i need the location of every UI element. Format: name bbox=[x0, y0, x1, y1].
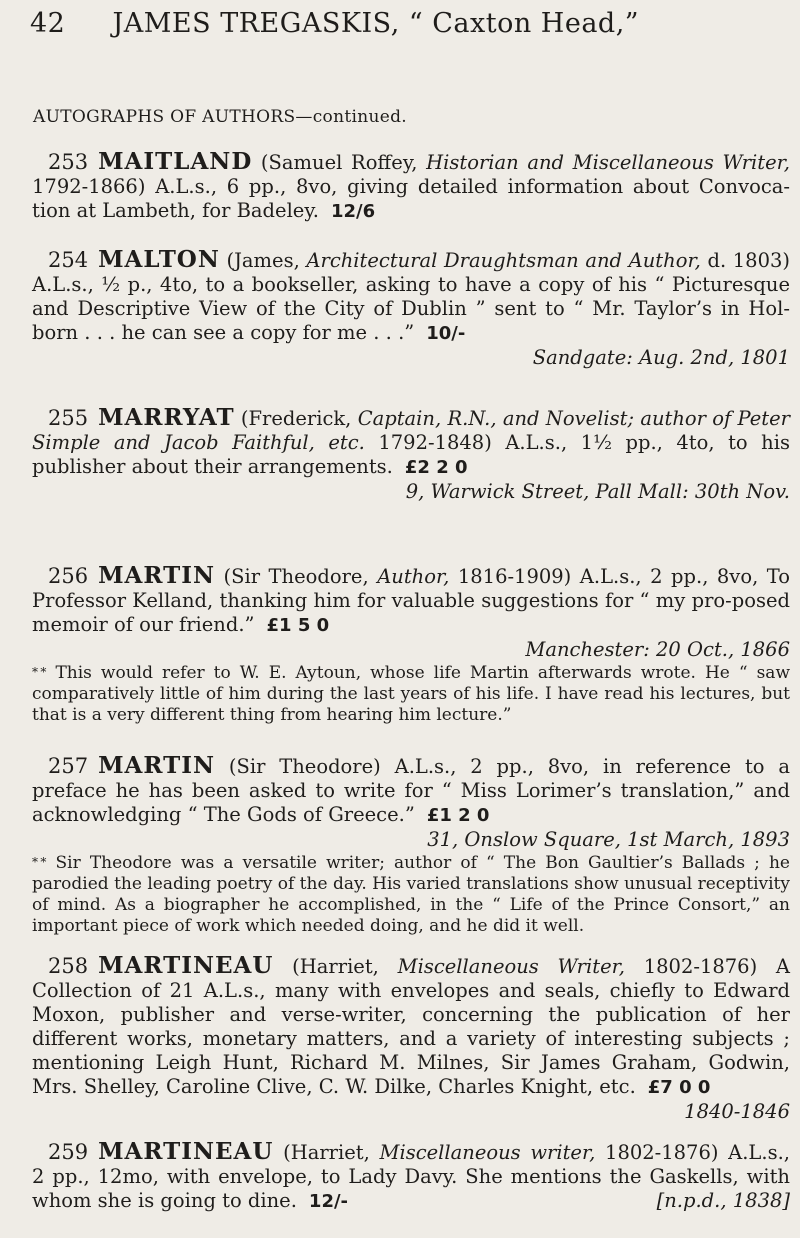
author-name: MARTINEAU bbox=[98, 1138, 274, 1165]
editorial-note: * * This would refer to W. E. Aytoun, whose life Martin afterwards wrote. He “ saw comparatively little of him during the last years of his life. I have read his lectures, but that is a very different thing from hearing him lecture.” bbox=[32, 663, 790, 725]
lot-number: 258 bbox=[48, 954, 89, 978]
running-title: JAMES TREGASKIS, “ Caxton Head,” bbox=[112, 8, 640, 39]
lot-number: 254 bbox=[48, 248, 89, 272]
entry-description: 1792-1866) A.L.s., 6 pp., 8vo, giving detailed information about Convoca-tion at Lambeth, for Badeley. bbox=[32, 175, 790, 222]
note-marker: * * bbox=[32, 665, 47, 679]
entry-description: d. 1803) A.L.s., ½ p., 4to, to a bookseller, asking to have a copy of his “ Picturesque and Descriptive View of the City of Dublin ” sent to “ Mr. Taylor’s in Hol-born . . . he can see a copy for me . . .” bbox=[32, 249, 790, 344]
catalogue-entry-255 bbox=[32, 406, 790, 504]
entry-text: (Harriet, bbox=[273, 955, 398, 978]
entry-text: (Samuel Roffey, bbox=[252, 151, 427, 174]
place-date: 31, Onslow Square, 1st March, 1893 bbox=[427, 828, 790, 851]
catalogue-entry-256 bbox=[32, 564, 790, 726]
price: 12/- bbox=[308, 1191, 349, 1212]
catalogue-entry-257 bbox=[32, 754, 790, 937]
entry-description: 1792-1848) A.L.s., 1½ pp., 4to, to his publisher about their arrangements. bbox=[32, 431, 790, 478]
lot-number: 259 bbox=[48, 1140, 89, 1164]
author-name: MARRYAT bbox=[98, 404, 235, 431]
price: £1 2 0 bbox=[426, 805, 490, 826]
place-date: 9, Warwick Street, Pall Mall: 30th Nov. bbox=[405, 480, 790, 503]
entry-text: (Sir Theodore) A.L.s., 2 pp., 8vo, in reference to a preface he has been asked to write for “ Miss Lorimer’s translation,” and acknowledging “ The Gods of Greece.” bbox=[32, 755, 790, 826]
catalogue-entry-258 bbox=[32, 954, 790, 1124]
author-role: Miscellaneous Writer, bbox=[397, 955, 625, 978]
author-name: MARTIN bbox=[98, 562, 216, 589]
catalogue-entry-253 bbox=[32, 150, 790, 224]
lot-number: 255 bbox=[48, 406, 89, 430]
price: £1 5 0 bbox=[266, 615, 330, 636]
entry-text: (Frederick, bbox=[234, 407, 358, 430]
section-title: AUTOGRAPHS OF AUTHORS—continued. bbox=[33, 107, 407, 127]
entry-description: 1816-1909) A.L.s., 2 pp., 8vo, To Professor Kelland, thanking him for valuable suggestions for “ my pro-posed memoir of our friend.” bbox=[32, 565, 791, 636]
author-name: MAITLAND bbox=[98, 148, 253, 175]
entry-text: (James, bbox=[219, 249, 307, 272]
entry-description: 1802-1876) A.L.s., 2 pp., 12mo, with envelope, to Lady Davy. She mentions the Gaskells, with whom she is going to dine. bbox=[32, 1141, 790, 1212]
author-name: MARTINEAU bbox=[98, 952, 274, 979]
lot-number: 257 bbox=[48, 754, 89, 778]
author-role: Historian and Miscellaneous Writer, bbox=[426, 151, 791, 174]
author-role: Architectural Draughtsman and Author, bbox=[306, 249, 701, 272]
entry-text: (Sir Theodore, bbox=[215, 565, 378, 588]
note-marker: * * bbox=[32, 855, 47, 869]
author-name: MARTIN bbox=[98, 752, 216, 779]
entry-description: 1802-1876) A Collection of 21 A.L.s., many with envelopes and seals, chiefly to Edward Moxon, publisher and verse-writer, concerning the publication of her different works, monetary matters, and a variety of interesting subjects ; mentioning Leigh Hunt, Richard M. Milnes, Sir James Graham, Godwin, Mrs. Shelley, Caroline Clive, C. W. Dilke, Charles Knight, etc. bbox=[32, 955, 790, 1098]
lot-number: 256 bbox=[48, 564, 89, 588]
page-number: 42 bbox=[30, 8, 66, 39]
price: £2 2 0 bbox=[404, 457, 468, 478]
place-date: Manchester: 20 Oct., 1866 bbox=[525, 638, 790, 661]
place-date: 1840-1846 bbox=[684, 1100, 790, 1123]
author-role: Author, bbox=[377, 565, 450, 588]
catalogue-entry-254 bbox=[32, 248, 790, 370]
place-date: [n.p.d., 1838] bbox=[656, 1189, 790, 1212]
price: 12/6 bbox=[330, 201, 376, 222]
author-name: MALTON bbox=[98, 246, 220, 273]
price: 10/- bbox=[426, 323, 466, 344]
catalogue-entry-259 bbox=[32, 1140, 790, 1214]
place-date: Sandgate: Aug. 2nd, 1801 bbox=[532, 346, 790, 369]
lot-number: 253 bbox=[48, 150, 89, 174]
running-head bbox=[30, 8, 786, 39]
entry-text: (Harriet, bbox=[273, 1141, 380, 1164]
author-role: Captain, R.N., and Novelist; author of Peter Simple and Jacob Faithful, etc. bbox=[32, 407, 790, 454]
price: £7 0 0 bbox=[647, 1077, 711, 1098]
author-role: Miscellaneous writer, bbox=[379, 1141, 596, 1164]
editorial-note: * * Sir Theodore was a versatile writer; author of “ The Bon Gaultier’s Ballads ; he parodied the leading poetry of the day. His varied translations show unusual receptivity of mind. As a biographer he accomplished, in the “ Life of the Prince Consort,” an important piece of work which needed doing, and he did it well. bbox=[32, 853, 790, 936]
